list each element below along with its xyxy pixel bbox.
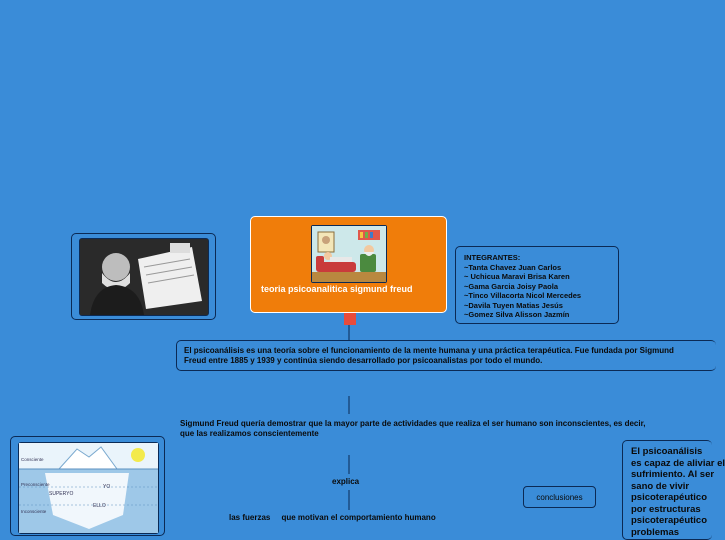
freud-couch-illustration <box>311 225 387 283</box>
member-item: ~ Uchicua Maravi Brisa Karen <box>464 272 570 281</box>
member-item: ~Davila Tuyen Matias Jesús <box>464 300 563 310</box>
iceberg-label: SUPERYO <box>49 491 74 497</box>
conclusion-line: problemas <box>631 526 680 538</box>
member-item: ~Tanta Chavez Juan Carlos <box>464 262 562 272</box>
definition-node[interactable] <box>176 340 716 371</box>
fuerzas-text[interactable]: las fuerzas que motivan el comportamiento humano <box>229 513 436 522</box>
definition-line: El psicoanálisis es una teoría sobre el funcionamiento de la mente humana y una práctica terapéutica. Fue fundada por Sigmund <box>184 346 674 355</box>
portrait-node[interactable] <box>71 233 216 320</box>
conclusion-line: psicoterapéutico <box>631 492 708 503</box>
iceberg-label: YO <box>103 484 111 490</box>
iceberg-label: Consciente <box>21 457 44 462</box>
conclusion-line: es capaz de aliviar el <box>631 457 725 469</box>
member-item: ~Tinco Villacorta Nicol Mercedes <box>464 291 582 300</box>
definition-text <box>184 346 674 366</box>
conclusion-text-node[interactable] <box>622 440 725 540</box>
conclusion-line: sufrimiento. Al ser <box>631 469 715 480</box>
purpose-text[interactable] <box>180 419 645 439</box>
iceberg-label: Preconsciente <box>21 482 50 487</box>
definition-line: Freud entre 1885 y 1939 y continúa siendo desarrollado por psicoanalistas por todo el mundo. <box>184 356 543 365</box>
purpose-line: Sigmund Freud quería demostrar que la mayor parte de actividades que realiza el ser humano son inconscientes, es decir, <box>180 419 646 428</box>
conclusion-text <box>631 446 725 538</box>
conclusion-line: por estructuras <box>631 503 701 515</box>
central-topic-node[interactable] <box>250 216 447 313</box>
freud-portrait-image <box>79 238 209 316</box>
member-item: ~Gama Garcia Joisy Paola <box>464 281 559 291</box>
integrantes-node[interactable] <box>455 246 619 324</box>
conclusion-line: El psicoanálisis <box>631 446 703 457</box>
connector-handle[interactable] <box>344 313 356 325</box>
iceberg-label: Inconsciente <box>21 509 47 514</box>
central-topic-title: teoria psicoanalitica sigmund freud <box>261 284 413 294</box>
integrantes-list <box>464 253 581 320</box>
iceberg-node[interactable] <box>10 436 165 536</box>
integrantes-heading: INTEGRANTES: <box>464 253 521 262</box>
conclusion-line: psicoterapéutico <box>631 515 708 526</box>
iceberg-diagram-image <box>18 442 159 534</box>
member-item: ~Gomez Silva Alisson Jazmín <box>464 310 570 319</box>
conclusiones-node[interactable] <box>523 486 596 508</box>
purpose-line: que las realizamos conscientemente <box>180 429 319 438</box>
conclusiones-label: conclusiones <box>536 493 583 502</box>
iceberg-label: ELLO <box>93 503 106 509</box>
explica-label[interactable]: explica <box>332 477 360 486</box>
conclusion-line: sano de vivir <box>631 480 690 492</box>
